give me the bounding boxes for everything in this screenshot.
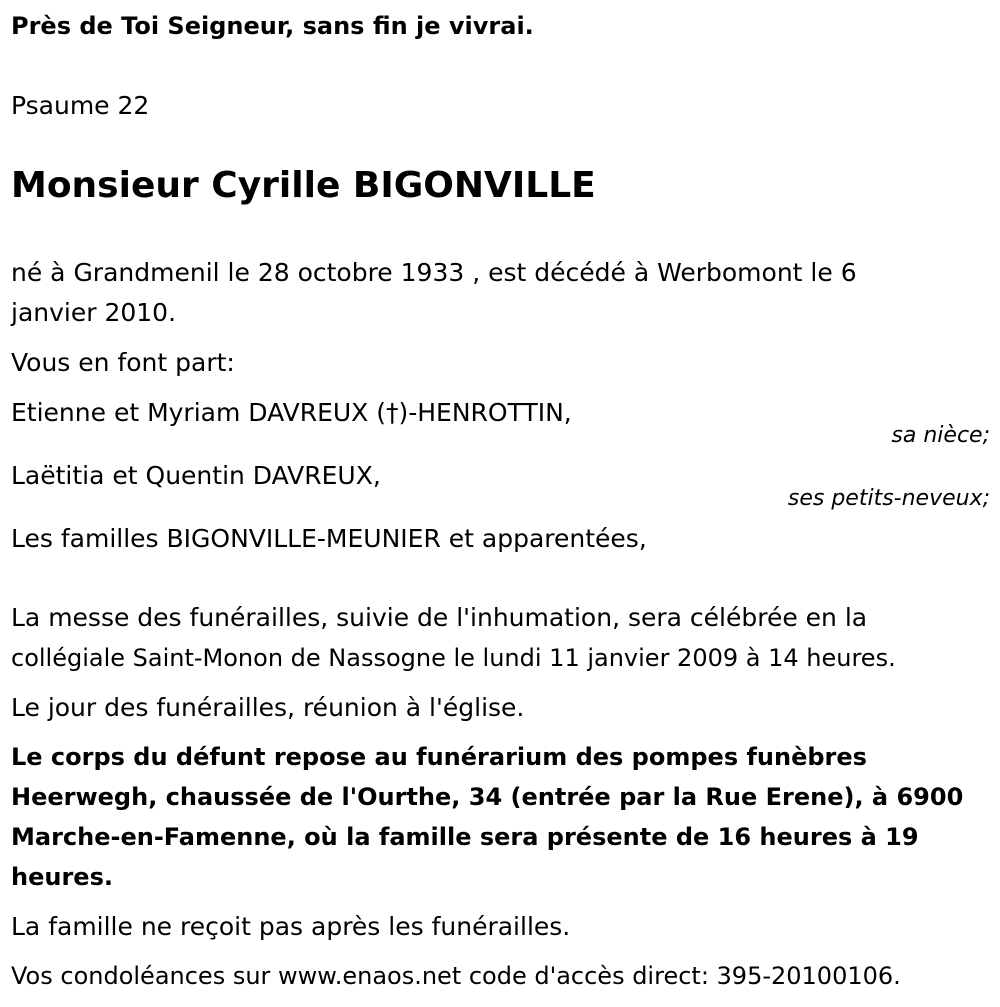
family-names-2: Laëtitia et Quentin DAVREUX, (11, 461, 381, 490)
rest-line-3: Marche-en-Famenne, où la famille sera présente de 16 heures à 19 (11, 823, 919, 851)
mass-line-2: collégiale Saint-Monon de Nassogne le lundi 11 janvier 2009 à 14 heures. (11, 644, 896, 672)
family-relation-1: sa nièce; (891, 423, 990, 448)
birth-death-line-2: janvier 2010. (11, 298, 177, 327)
rest-line-4: heures. (11, 863, 113, 891)
psalm: Psaume 22 (11, 91, 150, 120)
rest-line-1: Le corps du défunt repose au funérarium des pompes funèbres (11, 743, 867, 771)
meeting: Le jour des funérailles, réunion à l'église. (11, 693, 525, 722)
birth-death-line-1: né à Grandmenil le 28 octobre 1933 , est décédé à Werbomont le 6 (11, 258, 857, 287)
announce: Vous en font part: (11, 348, 235, 377)
deceased-name: Monsieur Cyrille BIGONVILLE (11, 165, 596, 206)
no-visits: La famille ne reçoit pas après les funérailles. (11, 912, 571, 941)
verse: Près de Toi Seigneur, sans fin je vivrai. (11, 12, 534, 40)
mass-line-1: La messe des funérailles, suivie de l'inhumation, sera célébrée en la (11, 603, 868, 632)
condolences: Vos condoléances sur www.enaos.net code d'accès direct: 395-20100106. (11, 962, 901, 990)
family-relation-2: ses petits-neveux; (787, 486, 990, 511)
family-names-3: Les familles BIGONVILLE-MEUNIER et apparentées, (11, 524, 647, 553)
family-names-1: Etienne et Myriam DAVREUX (†)-HENROTTIN, (11, 398, 572, 427)
rest-line-2: Heerwegh, chaussée de l'Ourthe, 34 (entrée par la Rue Erene), à 6900 (11, 783, 964, 811)
